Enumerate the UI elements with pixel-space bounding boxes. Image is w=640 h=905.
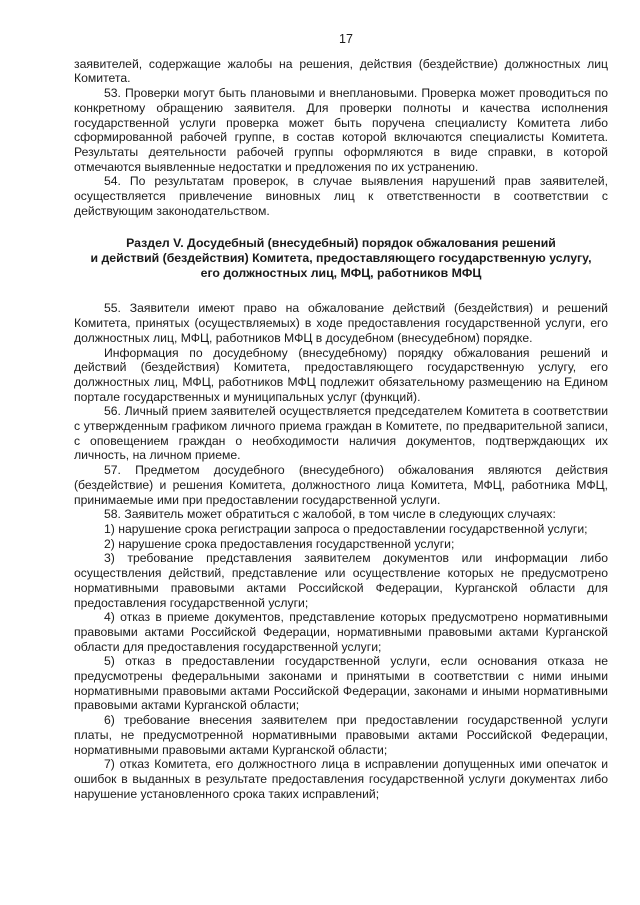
paragraph-info: Информация по досудебному (внесудебному) порядку обжалования решений и действий (бездействия) Комитета, предоставляющего государственную услугу, его должностных лиц, МФЦ, работников МФЦ подлежит обязательному размещению на Едином портале государственных и муниципальных услуг (функций). [74,345,608,404]
paragraph-55: 55. Заявители имеют право на обжалование действий (бездействия) и решений Комитета, принятых (осуществляемых) в ходе предоставления государственной услуги, его должностных лиц, МФЦ, работников МФЦ в досудебном (внесудебном) порядке. [74,301,608,345]
paragraph-58: 58. Заявитель может обратиться с жалобой, в том числе в следующих случаях: [104,507,556,522]
list-item-1: 1) нарушение срока регистрации запроса о предоставлении государственной услуги; [104,521,588,536]
section-heading-line-3: его должностных лиц, МФЦ, работников МФЦ [200,266,482,281]
paragraph-57: 57. Предметом досудебного (внесудебного) обжалования являются действия (бездействие) и решения Комитета, должностного лица Комитета, МФЦ, работника МФЦ, принимаемые ими при предоставлении государственной услуги. [74,463,608,507]
document-page [74,32,608,801]
paragraph-continuation: заявителей, содержащие жалобы на решения, действия (бездействие) должностных лиц Комитета. [74,56,608,86]
list-item-7: 7) отказ Комитета, его должностного лица в исправлении допущенных ими опечаток и ошибок в выданных в результате предоставления государственной услуги документах либо нарушение установленного срока таких исправлений; [74,757,608,801]
section-heading [74,236,608,281]
paragraph-54: 54. По результатам проверок, в случае выявления нарушений прав заявителей, осуществляется привлечение виновных лиц к ответственности в соответствии с действующим законодательством. [74,174,608,218]
list-item-4: 4) отказ в приеме документов, представление которых предусмотрено нормативными правовыми актами Российской Федерации, нормативными правовыми актами Курганской области для предоставления государственной услуги; [74,610,608,654]
paragraph-53: 53. Проверки могут быть плановыми и внеплановыми. Проверка может проводиться по конкретному обращению заявителя. Для проверки полноты и качества исполнения государственной услуги проверка может быть поручена специалисту Комитета либо сформированной рабочей группе, в состав которой включаются специалисты Комитета. Результаты деятельности рабочей группы оформляются в виде справки, в которой отмечаются выявленные недостатки и предложения по их устранению. [74,86,608,174]
paragraph-56: 56. Личный прием заявителей осуществляется председателем Комитета в соответствии с утвержденным графиком личного приема граждан в Комитете, по предварительной записи, с оповещением граждан о необходимости наличия документов, подтверждающих их личность, на личном приеме. [74,404,608,463]
list-item-5: 5) отказ в предоставлении государственной услуги, если основания отказа не предусмотрены федеральными законами и принятыми в соответствии с ними иными нормативными правовыми актами Российской Федерации, законами и иными нормативными правовыми актами Курганской области; [74,654,608,713]
list-item-3: 3) требование представления заявителем документов или информации либо осуществления действий, представление или осуществление которых не предусмотрено нормативными правовыми актами Российской Федерации, Курганской области для предоставления государственной услуги; [74,551,608,610]
section-heading-line-1: Раздел V. Досудебный (внесудебный) порядок обжалования решений [126,236,556,251]
section-heading-line-2: и действий (бездействия) Комитета, предоставляющего государственную услугу, [90,251,592,266]
list-item-2: 2) нарушение срока предоставления государственной услуги; [104,536,455,551]
page-number: 17 [339,32,353,46]
list-item-6: 6) требование внесения заявителем при предоставлении государственной услуги платы, не предусмотренной нормативными правовыми актами Российской Федерации, нормативными правовыми актами Курганской области; [74,713,608,757]
